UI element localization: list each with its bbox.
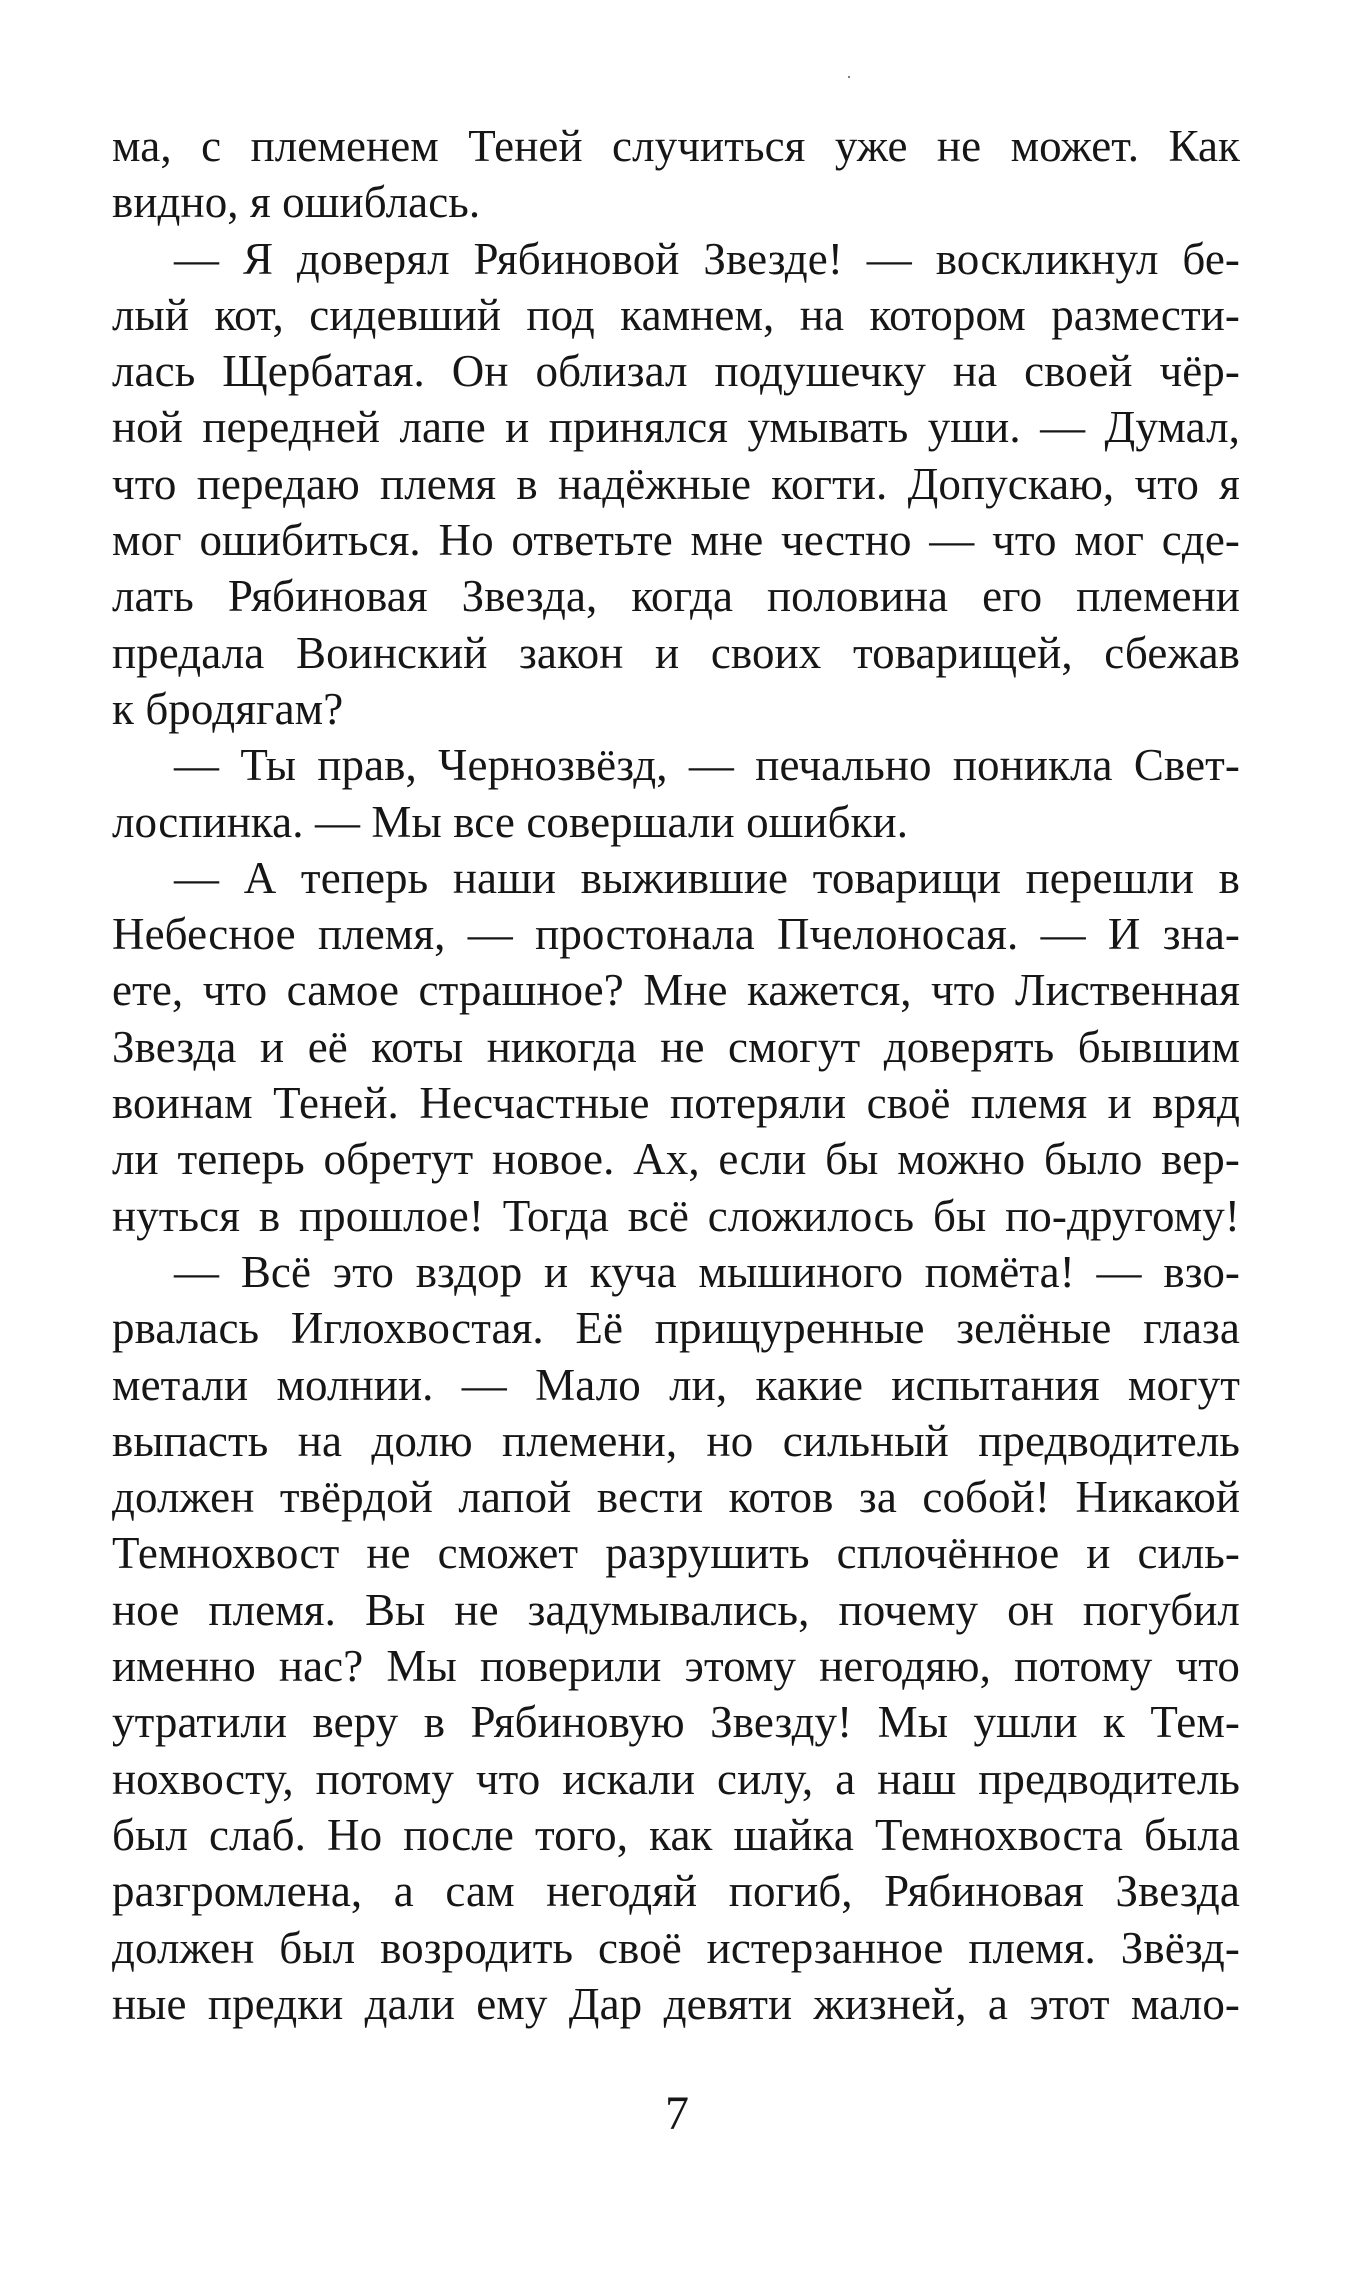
text-line: рвалась Иглохвостая. Её прищуренные зелёные глаза: [112, 1303, 1240, 1354]
text-line: должен был возродить своё истерзанное племя. Звёзд-: [112, 1922, 1240, 1973]
text-line: метали молнии. — Мало ли, какие испытания могут: [112, 1359, 1240, 1410]
text-line: воинам Теней. Несчастные потеряли своё племя и вряд: [112, 1078, 1240, 1129]
text-line: нохвосту, потому что искали силу, а наш предводитель: [112, 1753, 1240, 1804]
text-line: Звезда и её коты никогда не смогут доверять бывшим: [112, 1021, 1240, 1072]
text-line: Небесное племя, — простонала Пчелоносая. — И зна-: [112, 909, 1240, 960]
text-line: Темнохвост не сможет разрушить сплочённое и силь-: [112, 1528, 1240, 1579]
text-line: ные предки дали ему Дар девяти жизней, а этот мало-: [112, 1978, 1240, 2029]
text-line: мог ошибиться. Но ответьте мне честно — что мог сде-: [112, 515, 1240, 566]
text-line: нуться в прошлое! Тогда всё сложилось бы по-другому!: [112, 1190, 1240, 1241]
text-line: — А теперь наши выжившие товарищи перешли в: [174, 852, 1240, 903]
text-line: к бродягам?: [112, 683, 344, 734]
text-line: был слаб. Но после того, как шайка Темнохвоста была: [112, 1809, 1240, 1860]
body-text: [112, 118, 1240, 2032]
text-line: именно нас? Мы поверили этому негодяю, потому что: [112, 1641, 1240, 1692]
text-line: должен твёрдой лапой вести котов за собой! Никакой: [112, 1472, 1240, 1523]
text-line: утратили веру в Рябиновую Звезду! Мы ушли к Тем-: [112, 1697, 1240, 1748]
page-number: 7: [665, 2087, 689, 2140]
text-line: предала Воинский закон и своих товарищей, сбежав: [112, 627, 1240, 678]
text-line: разгромлена, а сам негодяй погиб, Рябиновая Звезда: [112, 1866, 1240, 1917]
text-line: что передаю племя в надёжные когти. Допускаю, что я: [112, 458, 1240, 509]
text-line: ной передней лапе и принялся умывать уши. — Думал,: [112, 402, 1240, 453]
text-line: — Всё это вздор и куча мышиного помёта! — взо-: [174, 1246, 1240, 1297]
text-line: видно, я ошиблась.: [112, 177, 481, 228]
text-line: выпасть на долю племени, но сильный предводитель: [112, 1415, 1240, 1466]
text-line: лать Рябиновая Звезда, когда половина его племени: [112, 571, 1240, 622]
text-line: — Ты прав, Чернозвёзд, — печально поникла Свет-: [174, 740, 1240, 791]
text-line: ете, что самое страшное? Мне кажется, что Лиственная: [112, 965, 1240, 1016]
text-line: ное племя. Вы не задумывались, почему он погубил: [112, 1584, 1240, 1635]
text-line: ли теперь обретут новое. Ах, если бы можно было вер-: [112, 1134, 1240, 1185]
print-speck: [848, 76, 850, 78]
text-line: ма, с племенем Теней случиться уже не может. Как: [112, 121, 1240, 171]
text-line: — Я доверял Рябиновой Звезде! — воскликнул бе-: [174, 233, 1240, 284]
text-line: лоспинка. — Мы все совершали ошибки.: [112, 796, 909, 847]
text-line: лась Щербатая. Он облизал подушечку на своей чёр-: [112, 346, 1240, 397]
text-line: лый кот, сидевший под камнем, на котором размести-: [112, 289, 1240, 340]
